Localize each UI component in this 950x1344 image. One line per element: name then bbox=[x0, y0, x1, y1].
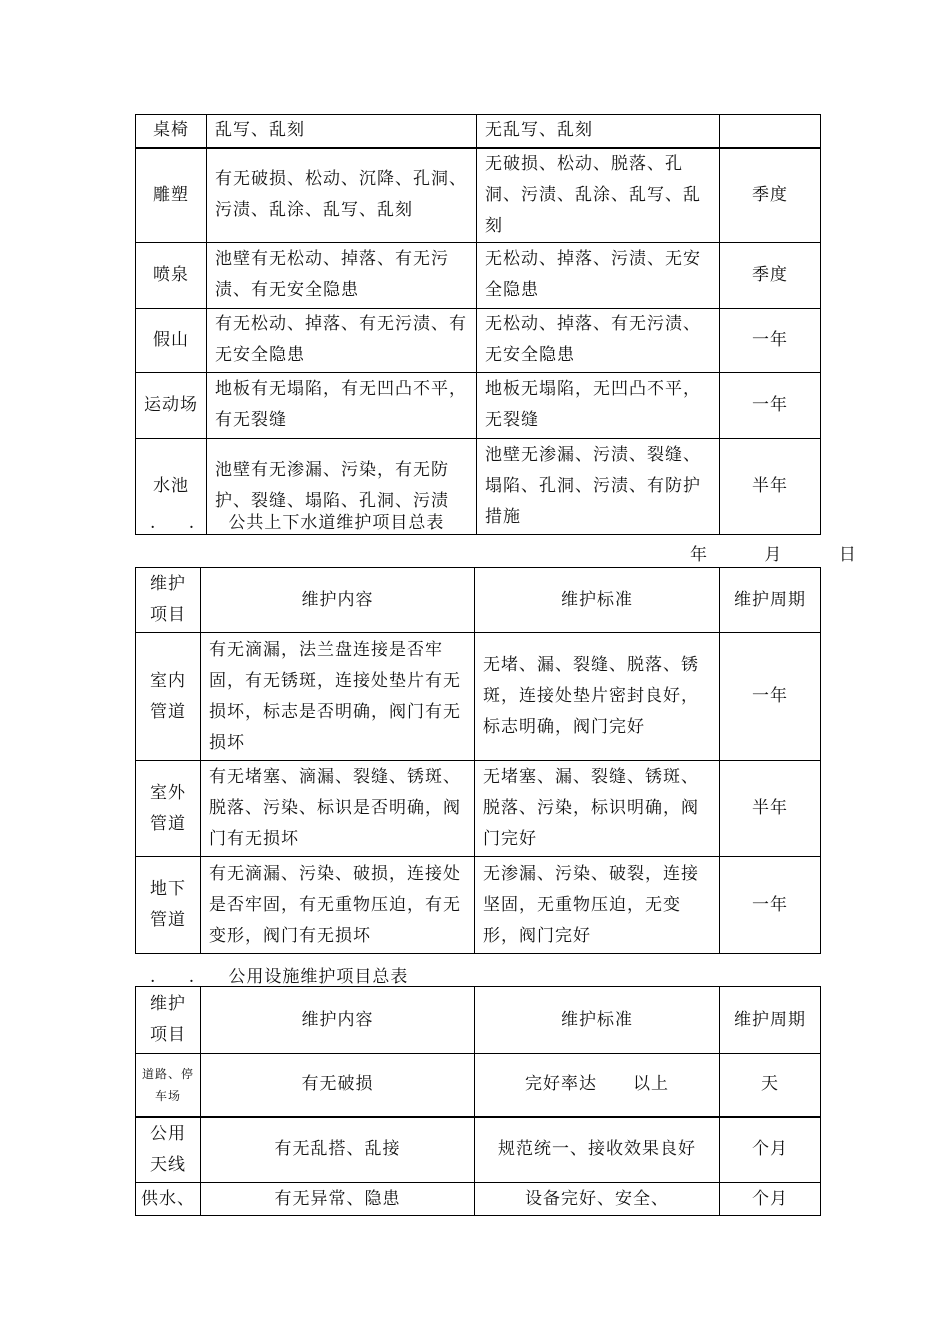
period-cell: 一年 bbox=[720, 372, 821, 438]
content-cell: 有无破损 bbox=[201, 1054, 475, 1117]
item-cell: 道路、停车场 bbox=[136, 1054, 201, 1117]
period-cell: 半年 bbox=[720, 438, 821, 534]
content-cell: 池壁有无松动、掉落、有无污渍、有无安全隐患 bbox=[207, 242, 477, 308]
standard-cell: 无破损、松动、脱落、孔洞、污渍、乱涂、乱写、乱刻 bbox=[477, 148, 720, 243]
standard-cell: 无堵塞、漏、裂缝、锈斑、脱落、污染，标识明确，阀门完好 bbox=[475, 761, 720, 857]
item-cell: 地下管道 bbox=[136, 857, 201, 954]
table-row bbox=[136, 242, 821, 308]
table-row bbox=[136, 1117, 821, 1183]
period-cell: 个月 bbox=[720, 1183, 821, 1216]
section-title-public-facilities bbox=[150, 962, 408, 987]
item-cell: 公用天线 bbox=[136, 1117, 201, 1183]
header-standard: 维护标准 bbox=[475, 987, 720, 1054]
item-cell: 室外管道 bbox=[136, 761, 201, 857]
standard-cell: 无松动、掉落、污渍、无安全隐患 bbox=[477, 242, 720, 308]
table-row bbox=[136, 308, 821, 372]
date-line bbox=[690, 540, 884, 565]
standard-cell: 规范统一、接收效果良好 bbox=[475, 1117, 720, 1183]
content-cell: 有无乱搭、乱接 bbox=[201, 1117, 475, 1183]
content-cell: 有无异常、隐患 bbox=[201, 1183, 475, 1216]
period-cell: 季度 bbox=[720, 148, 821, 243]
header-item: 维护项目 bbox=[136, 568, 201, 633]
section-title: 公共上下水道维护项目总表 bbox=[228, 513, 445, 533]
section-title-drainage bbox=[150, 508, 444, 533]
period-cell: 一年 bbox=[720, 308, 821, 372]
table-header-row bbox=[136, 987, 821, 1054]
header-period: 维护周期 bbox=[720, 987, 821, 1054]
item-cell: 雕塑 bbox=[136, 148, 207, 243]
period-cell: 天 bbox=[720, 1054, 821, 1117]
standard-cell: 无堵、漏、裂缝、脱落、锈斑，连接处垫片密封良好，标志明确，阀门完好 bbox=[475, 633, 720, 761]
content-cell: 池壁有无渗漏、污染，有无防护、裂缝、塌陷、孔洞、污渍 bbox=[207, 438, 477, 534]
table-row bbox=[136, 761, 821, 857]
item-cell: 室内管道 bbox=[136, 633, 201, 761]
table-row bbox=[136, 148, 821, 243]
date-year-label: 年 bbox=[690, 545, 707, 565]
standard-cell: 设备完好、安全、 bbox=[475, 1183, 720, 1216]
table-header-row bbox=[136, 568, 821, 633]
content-cell: 有无滴漏、污染、破损，连接处是否牢固，有无重物压迫，有无变形，阀门有无损坏 bbox=[201, 857, 475, 954]
date-day-label: 日 bbox=[838, 545, 856, 565]
content-cell: 有无滴漏，法兰盘连接是否牢固，有无锈斑，连接处垫片有无损坏，标志是否明确，阀门有无损坏 bbox=[201, 633, 475, 761]
table-row bbox=[136, 115, 821, 148]
table-row bbox=[136, 1183, 821, 1216]
period-cell: 半年 bbox=[720, 761, 821, 857]
table-row bbox=[136, 857, 821, 954]
table-row bbox=[136, 372, 821, 438]
standard-cell: 完好率达 以上 bbox=[475, 1054, 720, 1117]
content-cell: 地板有无塌陷，有无凹凸不平，有无裂缝 bbox=[207, 372, 477, 438]
period-cell: 一年 bbox=[720, 633, 821, 761]
item-cell: 供水、 bbox=[136, 1183, 201, 1216]
period-cell bbox=[720, 115, 821, 148]
header-period: 维护周期 bbox=[720, 568, 821, 633]
standard-cell: 无乱写、乱刻 bbox=[477, 115, 720, 148]
maintenance-table-public-facilities bbox=[135, 986, 821, 1216]
period-cell: 一年 bbox=[720, 857, 821, 954]
standard-cell: 无渗漏、污染、破裂，连接坚固，无重物压迫，无变形，阀门完好 bbox=[475, 857, 720, 954]
period-cell: 季度 bbox=[720, 242, 821, 308]
section-number: . . bbox=[150, 513, 209, 533]
section-title: 公用设施维护项目总表 bbox=[228, 967, 409, 987]
item-cell: 假山 bbox=[136, 308, 207, 372]
content-cell: 乱写、乱刻 bbox=[207, 115, 477, 148]
table-row bbox=[136, 1054, 821, 1117]
header-item: 维护项目 bbox=[136, 987, 201, 1054]
item-cell: 喷泉 bbox=[136, 242, 207, 308]
maintenance-table-facilities bbox=[135, 114, 821, 535]
standard-cell: 地板无塌陷，无凹凸不平，无裂缝 bbox=[477, 372, 720, 438]
item-cell: 运动场 bbox=[136, 372, 207, 438]
item-cell: 水池 bbox=[136, 438, 207, 534]
standard-cell: 无松动、掉落、有无污渍、无安全隐患 bbox=[477, 308, 720, 372]
header-content: 维护内容 bbox=[201, 987, 475, 1054]
period-cell: 个月 bbox=[720, 1117, 821, 1183]
maintenance-table-drainage bbox=[135, 567, 821, 954]
content-cell: 有无松动、掉落、有无污渍、有无安全隐患 bbox=[207, 308, 477, 372]
item-cell: 桌椅 bbox=[136, 115, 207, 148]
date-month-label: 月 bbox=[764, 545, 782, 565]
table-row bbox=[136, 633, 821, 761]
header-content: 维护内容 bbox=[201, 568, 475, 633]
header-standard: 维护标准 bbox=[475, 568, 720, 633]
section-number: . . bbox=[150, 967, 209, 987]
standard-cell: 池壁无渗漏、污渍、裂缝、塌陷、孔洞、污渍、有防护措施 bbox=[477, 438, 720, 534]
content-cell: 有无破损、松动、沉降、孔洞、污渍、乱涂、乱写、乱刻 bbox=[207, 148, 477, 243]
content-cell: 有无堵塞、滴漏、裂缝、锈斑、脱落、污染、标识是否明确，阀门有无损坏 bbox=[201, 761, 475, 857]
